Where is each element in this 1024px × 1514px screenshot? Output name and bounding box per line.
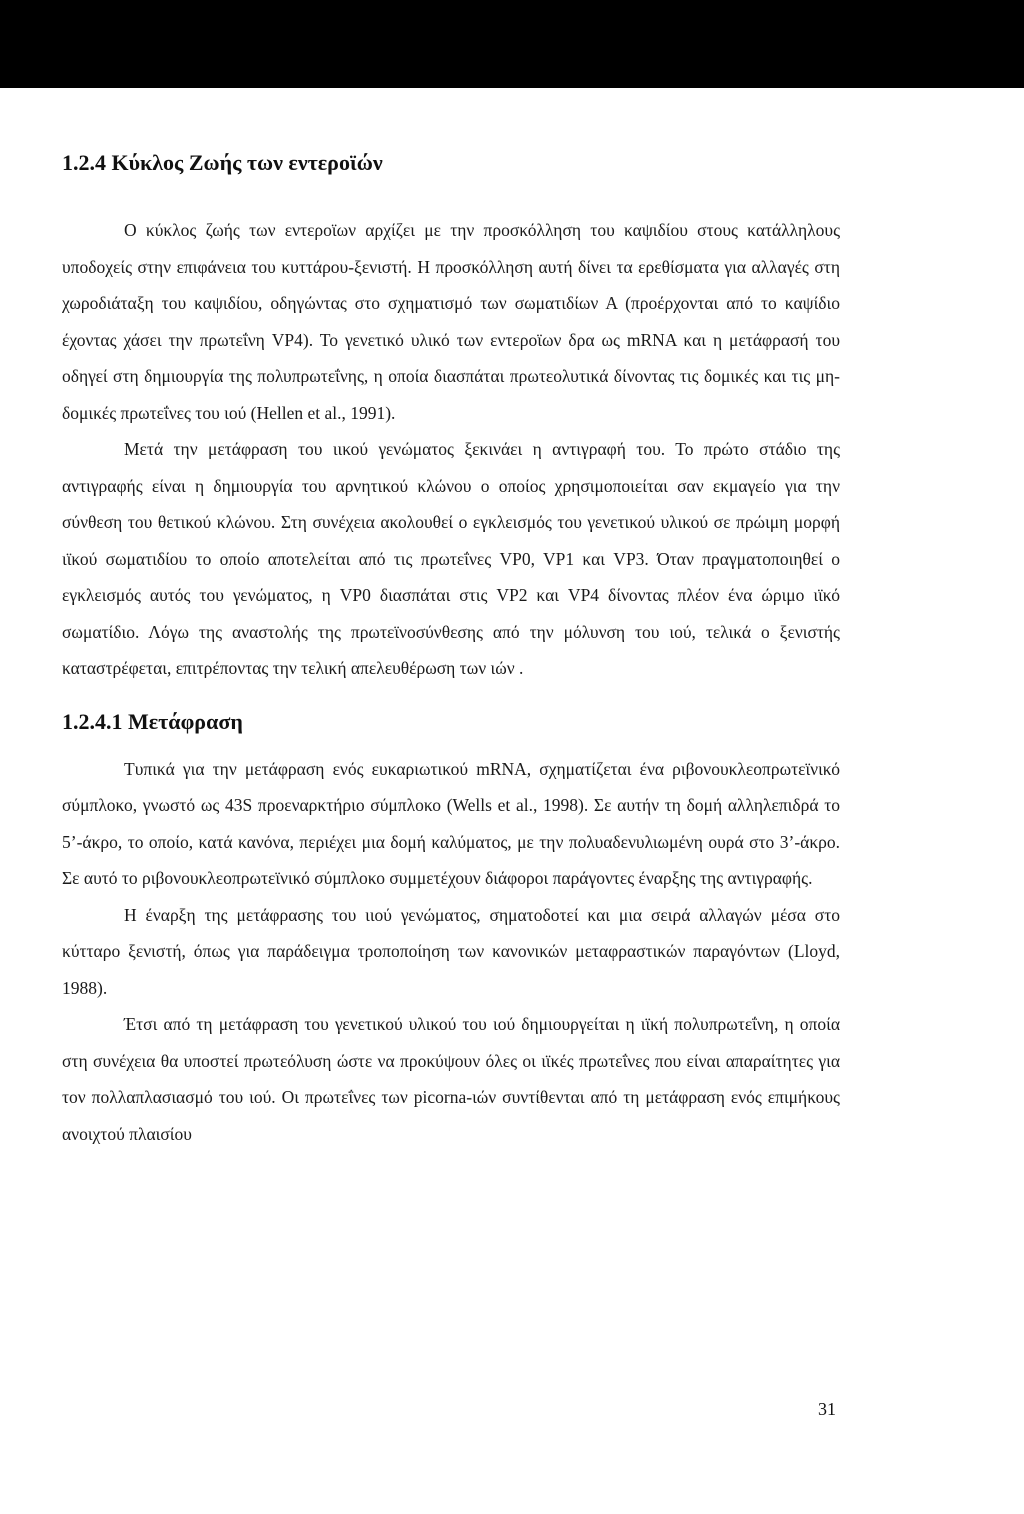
paragraph-polyprotein: Έτσι από τη μετάφραση του γενετικού υλικού του ιού δημιουργείται η ιϊκή πολυπρωτεΐνη, η οποία στη συνέχεια θα υποστεί πρωτεόλυση ώστε να προκύψουν όλες οι ιϊκές πρωτεΐνες που είναι απαραίτητες για τον πολλαπλασιασμό του ιού. Οι πρωτεΐνες των picorna-ιών συντίθενται από τη μετάφραση ενός επιμήκους ανοιχτού πλαισίου xyxy=(62,1014,840,1144)
page-content xyxy=(62,148,840,1152)
document-page xyxy=(0,88,1024,1514)
section-title: 1.2.4 Κύκλος Ζωής των εντεροϊών xyxy=(62,150,383,175)
page-number: 31 xyxy=(818,1399,836,1419)
paragraph-translation-start: Η έναρξη της μετάφρασης του ιιού γενώματος, σηματοδοτεί και μια σειρά αλλαγών μέσα στο κύτταρο ξενιστή, όπως για παράδειγμα τροποποίηση των κανονικών μεταφραστικών παραγόντων (Lloyd, 1988). xyxy=(62,904,840,998)
paragraph-life-cycle: Ο κύκλος ζωής των εντεροϊων αρχίζει με την προσκόλληση του καψιδίου στους κατάλληλους υποδοχείς στην επιφάνεια του κυττάρου-ξενιστή. Η προσκόλληση αυτή δίνει τα ερεθίσματα για αλλαγές στη χωροδιάταξη του καψιδίου, οδηγώντας στο σχηματισμό των σωματιδίων Α (προέρχονται από το καψίδιο έχοντας χάσει την πρωτεΐνη VP4). Το γενετικό υλικό των εντεροϊων δρα ως mRNA και η μετάφρασή του οδηγεί στη δημιουργία της πολυπρωτεΐνης, η οποία διασπάται πρωτεολυτικά δίνοντας τις δομικές και τις μη-δομικές πρωτεΐνες του ιού (Hellen et al., 1991). xyxy=(62,220,840,423)
paragraph-translation-complex: Τυπικά για την μετάφραση ενός ευκαριωτικού mRNA, σχηματίζεται ένα ριβονουκλεοπρωτεϊνικό σύμπλοκο, γνωστό ως 43S προεναρκτήριο σύμπλοκο (Wells et al., 1998). Σε αυτήν τη δομή αλληλεπιδρά το 5’-άκρο, το οποίο, κατά κανόνα, περιέχει μια δομή καλύματος, με την πολυαδενυλιωμένη ουρά στο 3’-άκρο. Σε αυτό το ριβονουκλεοπρωτεϊνικό σύμπλοκο συμμετέχουν διάφοροι παράγοντες έναρξης της αντιγραφής. xyxy=(62,758,840,888)
subsection-title: 1.2.4.1 Μετάφραση xyxy=(62,708,243,734)
paragraph-replication: Μετά την μετάφραση του ιικού γενώματος ξεκινάει η αντιγραφή του. Το πρώτο στάδιο της αντιγραφής είναι η δημιουργία του αρνητικού κλώνου ο οποίος χρησιμοποιείται σαν εκμαγείο για την σύνθεση του θετικού κλώνου. Στη συνέχεια ακολουθεί ο εγκλεισμός του γενετικού υλικού σε πρώιμη μορφή ιϊκού σωματιδίου το οποίο αποτελείται από τις πρωτεΐνες VP0, VP1 και VP3. Όταν πραγματοποιηθεί ο εγκλεισμός αυτός του γενώματος, η VP0 διασπάται στις VP2 και VP4 δίνοντας πλέον ένα ώριμο ιϊκό σωματίδιο. Λόγω της αναστολής της πρωτεϊνοσύνθεσης από την μόλυνση του ιού, τελικά ο ξενιστής καταστρέφεται, επιτρέποντας την τελική απελευθέρωση των ιών . xyxy=(62,439,840,678)
